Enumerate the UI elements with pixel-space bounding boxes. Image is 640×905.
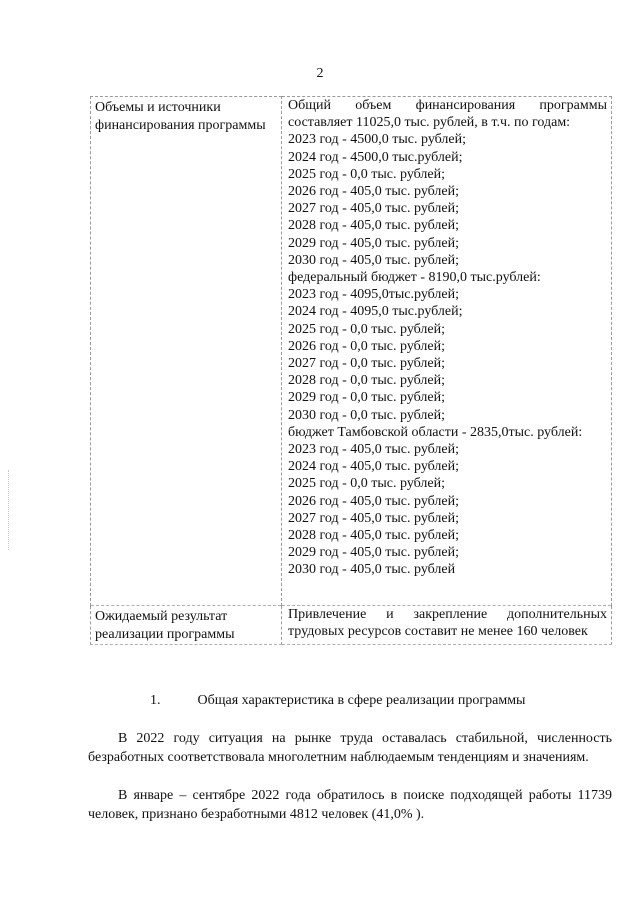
funding-label: Объемы и источники финансирования программы [95, 100, 266, 133]
funding-line: 2025 год - 0,0 тыс. рублей; [288, 166, 446, 182]
funding-line: 2027 год - 0,0 тыс. рублей; [288, 356, 446, 372]
funding-line: 2027 год - 405,0 тыс. рублей; [288, 201, 460, 217]
result-label: Ожидаемый результат реализации программы [95, 608, 235, 642]
funding-line: 2030 год - 405,0 тыс. рублей [288, 562, 456, 578]
result-row [91, 605, 612, 644]
funding-line: 2025 год - 0,0 тыс. рублей; [288, 321, 446, 337]
funding-row [91, 97, 612, 606]
section-heading [150, 693, 525, 709]
paragraph-1-text: В 2022 году ситуация на рынке труда оставалась стабильной, численность безработных соответствовала многолетним наблюдаемым тенденциям и значениям. [88, 731, 612, 765]
funding-line: 2029 год - 0,0 тыс. рублей; [288, 390, 446, 406]
funding-line: 2026 год - 405,0 тыс. рублей; [288, 493, 460, 509]
funding-line: 2030 год - 405,0 тыс. рублей; [288, 252, 460, 268]
funding-line: 2023 год - 405,0 тыс. рублей; [288, 442, 460, 458]
funding-line: 2028 год - 405,0 тыс. рублей; [288, 218, 460, 234]
funding-line: 2023 год - 4095,0тыс.рублей; [288, 287, 460, 303]
paragraph-1 [88, 729, 612, 767]
result-label-cell [91, 605, 282, 644]
funding-line: бюджет Тамбовской области - 2835,0тыс. рублей: [288, 424, 583, 440]
funding-line: 2024 год - 405,0 тыс. рублей; [288, 459, 460, 475]
funding-line: 2028 год - 0,0 тыс. рублей; [288, 373, 446, 389]
paragraph-2-text: В январе – сентябре 2022 года обратилось в поиске подходящей работы 11739 человек, признано безработными 4812 человек (41,0% ). [88, 788, 612, 822]
funding-line: 2024 год - 4500,0 тыс.рублей; [288, 149, 463, 165]
funding-line: 2029 год - 405,0 тыс. рублей; [288, 235, 460, 251]
paragraph-2 [88, 786, 612, 824]
funding-line: 2026 год - 0,0 тыс. рублей; [288, 338, 446, 354]
cell-spacer [288, 579, 607, 605]
funding-line: 2023 год - 4500,0 тыс. рублей; [288, 132, 467, 148]
funding-line: федеральный бюджет - 8190,0 тыс.рублей: [288, 270, 541, 286]
funding-line: Общий объем финансирования программы [288, 98, 607, 113]
funding-details-cell [282, 97, 612, 606]
section-number: 1. [150, 693, 161, 708]
funding-line: 2027 год - 405,0 тыс. рублей; [288, 510, 460, 526]
page-number: 2 [316, 66, 324, 81]
funding-label-cell [91, 97, 282, 606]
scan-margin-mark [8, 470, 10, 550]
funding-line: 2029 год - 405,0 тыс. рублей; [288, 545, 460, 561]
funding-line: 2024 год - 4095,0 тыс.рублей; [288, 304, 463, 320]
program-passport-table [90, 96, 612, 645]
section-title: Общая характеристика в сфере реализации программы [197, 693, 526, 708]
funding-line: составляет 11025,0 тыс. рублей, в т.ч. по годам: [288, 115, 571, 131]
funding-line: 2030 год - 0,0 тыс. рублей; [288, 407, 446, 423]
result-text: Привлечение и закрепление дополнительных трудовых ресурсов составит не менее 160 человек [288, 606, 607, 639]
result-text-cell [282, 605, 612, 644]
funding-line: 2026 год - 405,0 тыс. рублей; [288, 184, 460, 200]
funding-line: 2025 год - 0,0 тыс. рублей; [288, 476, 446, 492]
funding-line: 2028 год - 405,0 тыс. рублей; [288, 528, 460, 544]
funding-lines [288, 97, 607, 579]
